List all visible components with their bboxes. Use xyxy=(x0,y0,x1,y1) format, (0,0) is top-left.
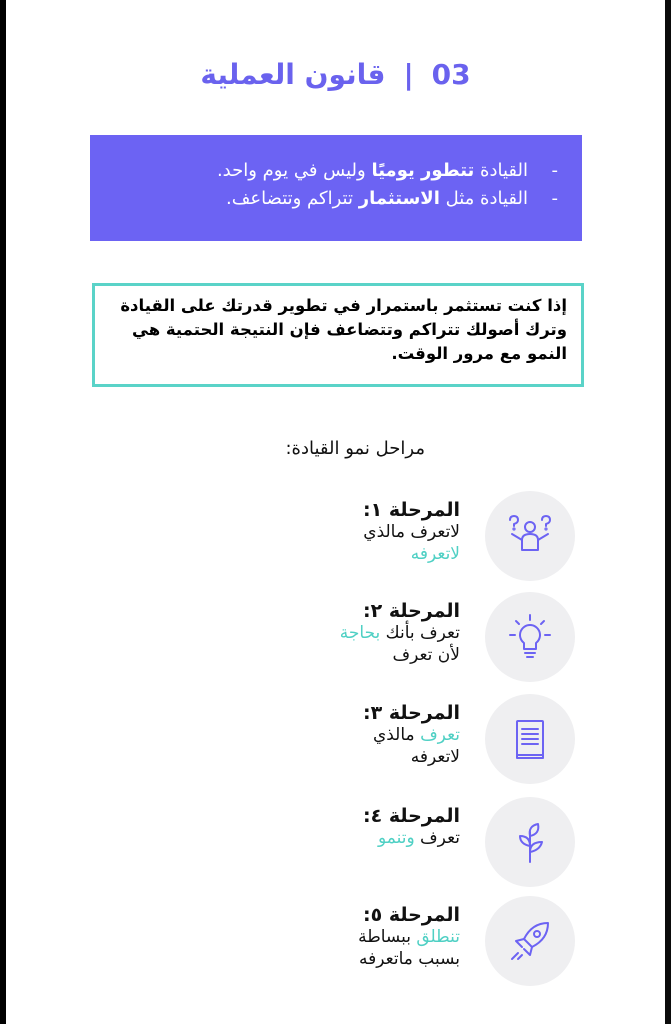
summary-line-1: - القيادة تتطور يوميًا وليس في يوم واحد. xyxy=(110,157,528,185)
stage-text: المرحلة ١: لاتعرف مالذي لاتعرفه xyxy=(362,499,460,564)
page-title xyxy=(6,58,665,91)
stage-icon-circle xyxy=(485,694,575,784)
section-title: قانون العملية xyxy=(200,58,386,91)
book-icon xyxy=(504,713,556,765)
lightbulb-icon xyxy=(504,611,556,663)
summary-box xyxy=(90,135,582,241)
stage-icon-circle xyxy=(485,491,575,581)
stage-text: المرحلة ٣: تعرف مالذي لاتعرفه xyxy=(362,702,460,767)
stage-item xyxy=(215,896,575,990)
section-number: 03 xyxy=(431,58,471,91)
callout-line-3: النمو مع مرور الوقت. xyxy=(391,344,567,363)
stage-text: المرحلة ٢: تعرف بأنك بحاجة لأن تعرف xyxy=(339,600,460,665)
stage-text: المرحلة ٥: تنطلق ببساطة بسبب ماتعرفه xyxy=(358,904,460,969)
stage-item xyxy=(215,592,575,686)
stage-icon-circle xyxy=(485,592,575,682)
stage-item xyxy=(215,491,575,585)
rocket-icon xyxy=(504,915,556,967)
stage-icon-circle xyxy=(485,896,575,986)
page-edge xyxy=(665,0,671,1024)
stage-icon-circle xyxy=(485,797,575,887)
stage-item xyxy=(215,694,575,788)
confused-person-icon xyxy=(504,510,556,562)
stage-item xyxy=(215,797,575,891)
callout-line-2: وترك أصولك تتراكم وتتضاعف فإن النتيجة الحتمية هي xyxy=(132,320,567,339)
plant-icon xyxy=(504,816,556,868)
bullet-dash: - xyxy=(551,160,558,181)
title-separator: | xyxy=(403,58,414,91)
summary-line-2: - القيادة مثل الاستثمار تتراكم وتتضاعف. xyxy=(110,185,528,213)
stages-heading: مراحل نمو القيادة: xyxy=(285,438,425,459)
stage-text: المرحلة ٤: تعرف وتنمو xyxy=(362,805,460,848)
document-page xyxy=(6,0,665,1024)
bullet-dash: - xyxy=(551,188,558,209)
callout-box xyxy=(92,283,584,387)
callout-line-1: إذا كنت تستثمر باستمرار في تطوير قدرتك على القيادة xyxy=(120,296,567,315)
